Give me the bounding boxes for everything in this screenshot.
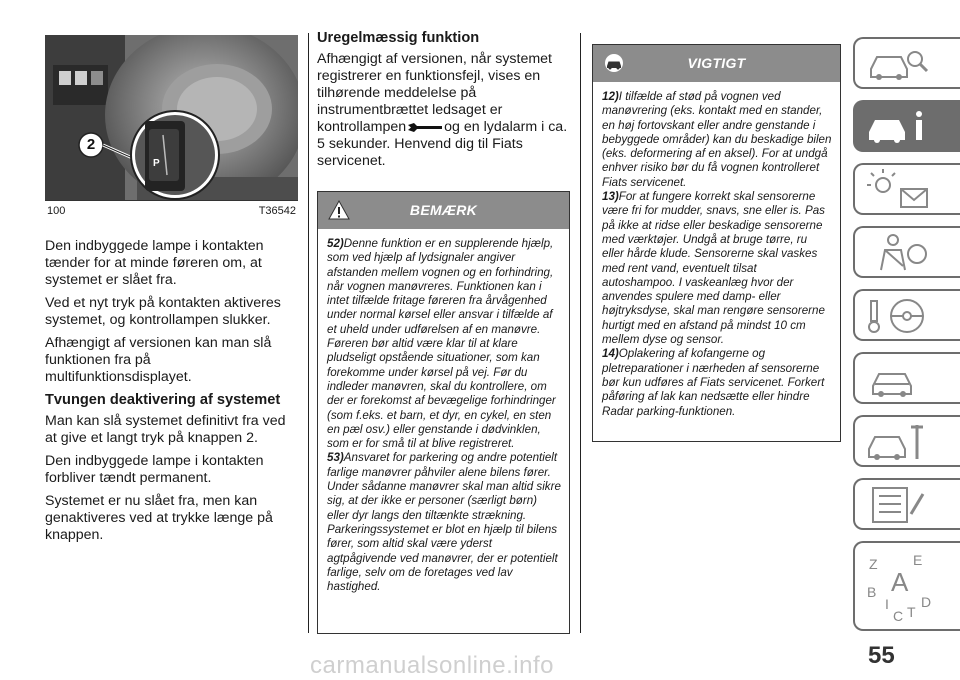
note-text: Ansvaret for parkering og andre potentielt farlige manøvrer påhviler alene bilens fører. Under sådanne manøvrer skal man altid sikre sig, at der ikke er personer (særligt børn) eller dyr langs den tiltænkte strækning. Parkeringssystemet er blot en hjælp til bilens fører, som altid skal være yderst agtpågivende ved manøvrer, der er potentielt farlige, selv om de foretages ved lav hastighed.	[327, 451, 561, 594]
index-letter: E	[913, 552, 923, 568]
note-ref: 14)	[602, 347, 619, 361]
index-letter: B	[867, 584, 877, 600]
car-search-icon	[863, 43, 933, 85]
car-road-icon	[863, 358, 933, 400]
tab-car-search[interactable]	[853, 37, 960, 89]
callout-number: 2	[86, 136, 96, 153]
index-letter: I	[885, 596, 889, 612]
note-ref: 12)	[602, 90, 619, 103]
note-text: Denne funktion er en supplerende hjælp, som ved hjælp af lydsignaler angiver afstanden mellem vognen og en forhindring, når vognen manøvreres. Funktionen kan i intet tilfælde fritage føreren fra årvågenhed under normal kørsel eller ansvar i tilfælde af et uheld under udførelsen af en manøvre. Føreren bør altid være klar til at klare pludseligt opstående situationer, som kan forekomme under kørsel på vej. Før du indleder manøvren, skal du kontrollere, om der er forekomst af bevægelige forhindringer (som f.eks. et barn, et dyr, en cykel, en sten en pæl osv.) eller genstande i dødvinklen, som er for små til at blive registreret.	[327, 237, 556, 451]
paragraph	[317, 51, 570, 170]
note-item	[327, 451, 561, 594]
note-header	[593, 45, 840, 82]
alphabet-index-icon	[863, 547, 953, 631]
index-letter: C	[893, 608, 904, 624]
figure-code: T36542	[258, 205, 296, 217]
tab-safety[interactable]	[853, 226, 960, 278]
tab-car-info[interactable]	[853, 100, 960, 152]
middle-column	[317, 30, 570, 170]
tab-index[interactable]	[853, 541, 960, 631]
paragraph: Afhængigt af versionen kan man slå funktionen fra på multifunktionsdisplayet.	[45, 335, 272, 385]
note-text: I tilfælde af stød på vognen ved manøvrering (eks. kontakt med en stander, en høj fortovskant eller andre genstande i bebyggede områder) kan du beskadige bilen (eks. deformering af en aksel). For at undgå enhver risiko bør du få vognen kontrolleret Fiats servicenet.	[602, 90, 832, 189]
paragraph: Ved et nyt tryk på kontakten aktiveres systemet, og kontrollampen slukker.	[45, 295, 281, 328]
note-item	[602, 190, 832, 347]
tab-emergency[interactable]	[853, 352, 960, 404]
note-ref: 52)	[327, 237, 344, 250]
note-text: Oplakering af kofangerne og pletreparationer i nærheden af sensorerne bør kun udføres af Fiats servicenet. Forkert påføring af lak kan nedsætte eller hindre Radar parking-funktionen.	[602, 347, 825, 418]
paragraph: Systemet er nu slået fra, men kan genaktiveres ved at trykke længe på knappen.	[45, 493, 273, 543]
column-divider	[308, 33, 309, 633]
warning-triangle-icon	[328, 200, 350, 220]
car-wrench-icon	[863, 421, 933, 463]
note-ref: 53)	[327, 451, 344, 465]
car-warning-icon	[603, 53, 625, 73]
note-item	[327, 237, 561, 451]
car-info-icon	[863, 106, 933, 148]
paragraph: Den indbyggede lampe i kontakten forbliver tændt permanent.	[45, 453, 264, 486]
key-steering-wheel-icon	[863, 295, 933, 337]
note-body	[593, 82, 840, 427]
seatbelt-airbag-icon	[863, 232, 933, 274]
figure-callout-overlay	[45, 35, 298, 200]
note-title: VIGTIGT	[687, 55, 746, 71]
paragraph: Man kan slå systemet definitivt fra ved at give et langt tryk på knappen 2.	[45, 413, 286, 446]
note-box-bemaerk	[317, 191, 570, 634]
left-column	[45, 238, 300, 550]
warning-light-envelope-icon	[863, 169, 933, 211]
note-header	[318, 192, 569, 229]
note-item	[602, 90, 832, 190]
note-item	[602, 347, 832, 418]
section-heading: Tvungen deaktivering af systemet	[45, 392, 281, 408]
watermark: carmanualsonline.info	[310, 652, 554, 679]
note-title: BEMÆRK	[409, 202, 478, 218]
note-ref: 13)	[602, 190, 619, 204]
section-heading: Uregelmæssig funktion	[317, 30, 480, 46]
paragraph-text: Afhængigt af versionen, når systemet registrerer en funktionsfejl, vises en tilhørende meddelelse på instrumentbrættet ledsaget er kontrollampen	[317, 51, 553, 135]
column-divider	[580, 33, 581, 633]
paragraph-text: og en lydalarm i ca. 5 sekunder. Henvend dig til Fiats servicenet.	[317, 119, 568, 169]
checklist-icon	[863, 484, 933, 526]
tab-technical-data[interactable]	[853, 478, 960, 530]
tab-warning-lights[interactable]	[853, 163, 960, 215]
index-letter: A	[891, 567, 909, 597]
figure-number: 100	[47, 205, 66, 217]
wrench-icon	[406, 121, 444, 133]
index-letter: T	[907, 604, 916, 620]
index-letter: Z	[869, 556, 878, 572]
page-number: 55	[868, 642, 895, 669]
figure-caption	[45, 200, 298, 221]
tab-maintenance[interactable]	[853, 415, 960, 467]
note-box-vigtigt	[592, 44, 841, 442]
note-body	[318, 229, 569, 602]
paragraph: Den indbyggede lampe i kontakten tænder for at minde føreren om, at systemet er slået fra.	[45, 238, 264, 288]
index-letter: D	[921, 594, 932, 610]
parking-button-label: P	[153, 158, 160, 169]
note-text: For at fungere korrekt skal sensorerne være fri for mudder, snavs, sne eller is. Pas på ikke at ridse eller beskadige sensorerne med værktøjer. Undgå at bruge tørre, ru eller hårde klude. Sensorerne skal vaskes med rent vand, eventuelt tilsat autoshampoo. I vaskeanlæg hvor der anvendes spulere med damp- eller højtryksdyse, skal man rengøre sensorerne hurtigt med en afstand på mindst 10 cm mellem dyse og sensor.	[602, 190, 825, 347]
tab-starting-driving[interactable]	[853, 289, 960, 341]
